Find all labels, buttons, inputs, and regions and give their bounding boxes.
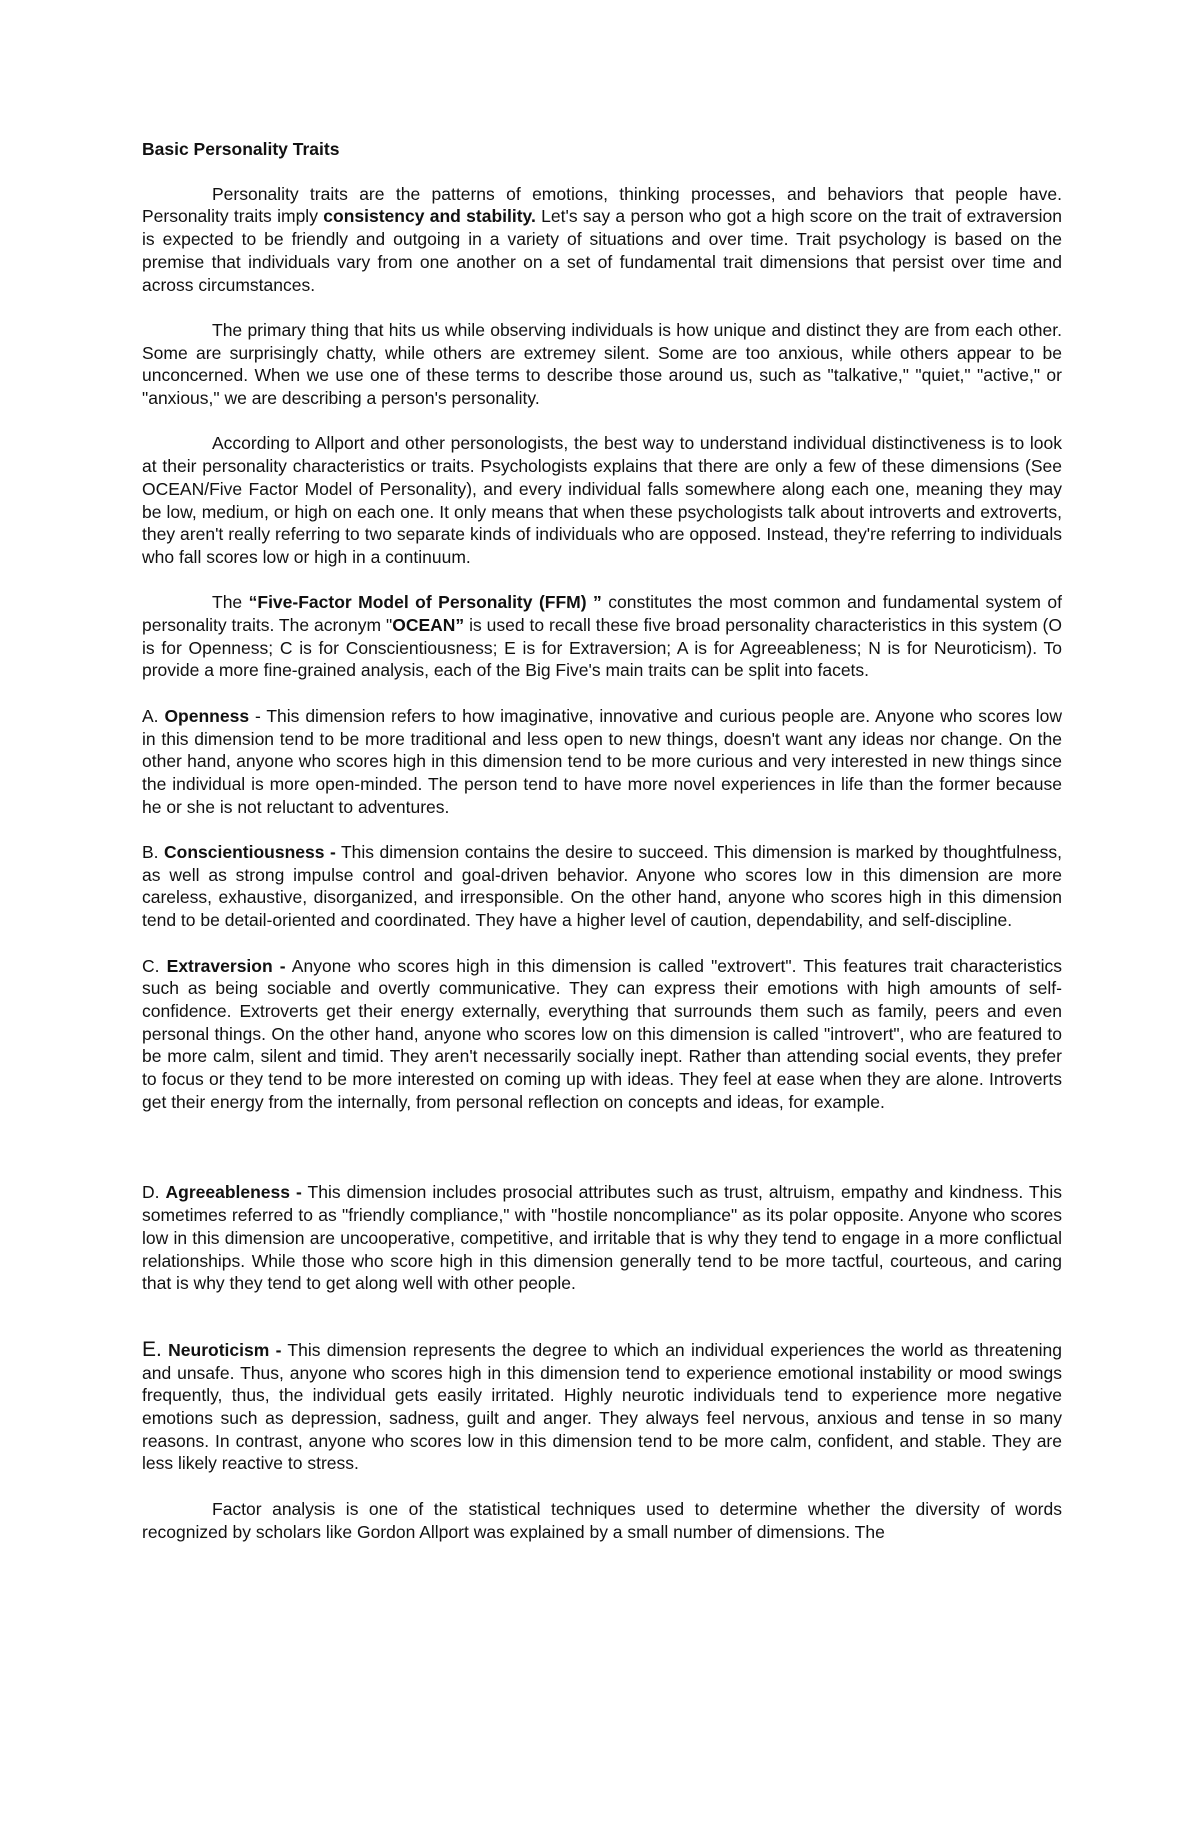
trait-letter: D. [142, 1182, 166, 1203]
trait-description: This dimension represents the degree to which an individual experiences the world as threatening and unsafe. Thus, anyone who scores high in this dimension tend to experience emotional instability or mood swings frequently, thus, the individual gets easily irritated. Highly neurotic individuals tend to experience more negative emotions such as depression, sadness, guilt and anger. They always feel nervous, anxious and tense in so many reasons. In contrast, anyone who scores low in this dimension tend to be more calm, confident, and stable. They are less likely reactive to stress. [142, 1339, 1062, 1474]
ffm-text-1: The [212, 592, 249, 613]
trait-agreeableness [142, 1181, 1062, 1295]
ffm-bold-title: “Five-Factor Model of Personality (FFM) ” [248, 592, 602, 613]
uniqueness-paragraph: The primary thing that hits us while observing individuals is how unique and distinct they are from each other. Some are surprisingly chatty, while others are extremey silent. Some are too anxious, while others appear to be unconcerned. When we use one of these terms to describe those around us, such as "talkative," "quiet," "active," or "anxious," we are describing a person's personality. [142, 319, 1062, 409]
document-title: Basic Personality Traits [142, 139, 340, 159]
trait-name: Neuroticism - [161, 1339, 282, 1360]
trait-letter: E. [142, 1337, 162, 1361]
trait-name: Agreeableness - [165, 1182, 302, 1203]
factor-analysis-paragraph: Factor analysis is one of the statistical techniques used to determine whether the diversity of words recognized by scholars like Gordon Allport was explained by a small number of dimensions. The [142, 1498, 1062, 1542]
ocean-bold: OCEAN” [392, 615, 465, 636]
trait-description: Anyone who scores high in this dimension is called "extrovert". This features trait characteristics such as being sociable and overtly communicative. They can express their emotions with high amounts of self-confidence. Extroverts get their energy externally, everything that surrounds them such as family, peers and even personal things. On the other hand, anyone who scores low on this dimension is called "introvert", who are featured to be more calm, silent and timid. They aren't necessarily socially inept. Rather than attending social events, they prefer to focus or they tend to be more interested on coming up with ideas. They feel at ease when they are alone. Introverts get their energy from the internally, from personal reflection on concepts and ideas, for example. [142, 955, 1062, 1112]
trait-description: This dimension contains the desire to succeed. This dimension is marked by thoughtfulness, as well as strong impulse control and goal-driven behavior. Anyone who scores low in this dimension are more careless, exhaustive, disorganized, and irresponsible. On the other hand, anyone who scores high in this dimension tend to be detail-oriented and coordinated. They have a higher level of caution, dependability, and self-discipline. [142, 842, 1062, 931]
trait-description: - This dimension refers to how imaginative, innovative and curious people are. Anyone who scores low in this dimension tend to be more traditional and less open to new things, doesn't want any ideas nor change. On the other hand, anyone who scores high in this dimension tend to be more curious and very interested in new things since the individual is more open-minded. The person tend to have more novel experiences in life than the former because he or she is not reluctant to adventures. [142, 705, 1062, 817]
trait-description: This dimension includes prosocial attributes such as trust, altruism, empathy and kindness. This sometimes referred to as "friendly compliance," with "hostile noncompliance" as its polar opposite. Anyone who scores low in this dimension are uncooperative, competitive, and irritable that is why they tend to engage in a more conflictual relationships. While those who score high in this dimension generally tend to be more tactful, courteous, and caring that is why they tend to get along well with other people. [142, 1182, 1062, 1294]
trait-letter: B. [142, 842, 165, 863]
ffm-text-3: is used to recall these five broad personality characteristics in this system (O is for Openness; C is for Conscientiousness; E is for Extraversion; A is for Agreeableness; N is for Neuroticism). To provide a more fine-grained analysis, each of the Big Five's main traits can be split into facets. [142, 615, 1062, 681]
document-page [142, 138, 1062, 1566]
intro-bold-text: consistency and stability. [323, 206, 536, 227]
trait-name: Conscientiousness - [164, 842, 336, 863]
intro-paragraph [142, 183, 1062, 297]
intro-text-1: Personality traits are the patterns of emotions, thinking processes, and behaviors that people have. Personality traits imply [142, 183, 1062, 227]
allport-paragraph: According to Allport and other personologists, the best way to understand individual distinctiveness is to look at their personality characteristics or traits. Psychologists explains that there are only a few of these dimensions (See OCEAN/Five Factor Model of Personality), and every individual falls somewhere along each one, meaning they may be low, medium, or high on each one. It only means that when these psychologists talk about introverts and extroverts, they aren't really referring to two separate kinds of individuals who are opposed. Instead, they're referring to individuals who fall scores low or high in a continuum. [142, 433, 1062, 567]
trait-openness [142, 705, 1062, 819]
trait-neuroticism [142, 1339, 1062, 1475]
ffm-text-2: constitutes the most common and fundamental system of personality traits. The acronym " [142, 592, 1062, 636]
trait-letter: A. [142, 705, 165, 726]
trait-conscientiousness [142, 841, 1062, 932]
trait-name: Openness [164, 705, 250, 726]
trait-extraversion [142, 955, 1062, 1114]
intro-text-2: Let's say a person who got a high score on the trait of extraversion is expected to be friendly and outgoing in a variety of situations and over time. Trait psychology is based on the premise that individuals vary from one another on a set of fundamental trait dimensions that persist over time and across circumstances. [142, 206, 1062, 295]
trait-letter: C. [142, 955, 167, 976]
ffm-paragraph [142, 591, 1062, 682]
trait-name: Extraversion - [166, 955, 286, 976]
